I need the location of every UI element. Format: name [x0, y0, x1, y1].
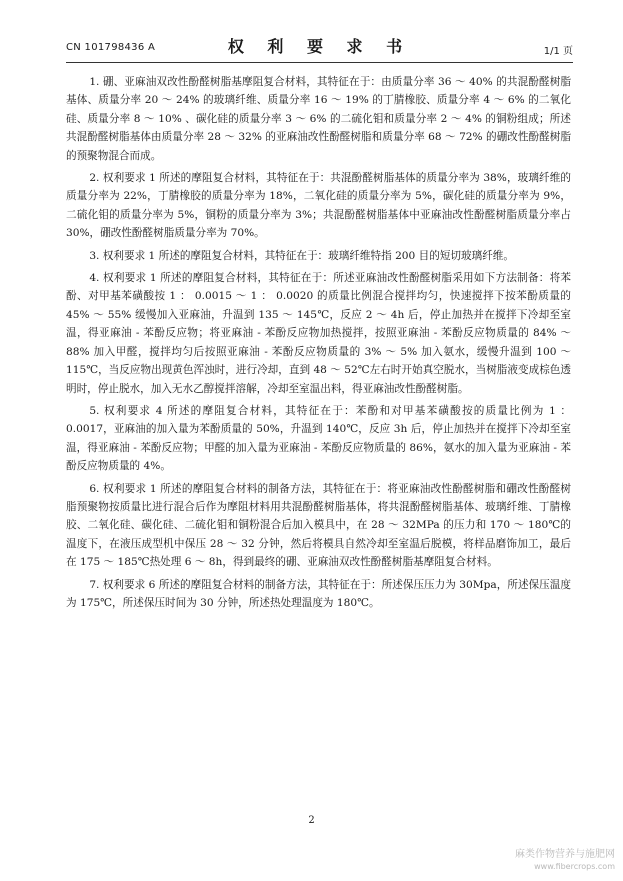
page-title: 权 利 要 求 书 [227, 37, 412, 56]
claim-2: 2. 权利要求 1 所述的摩阻复合材料，其特征在于：共混酚醛树脂基体的质量分率为 38%，玻璃纤维的质量分率为 22%，丁腈橡胶的质量分率为 18%，二氧化硅的质量分率为 5%，碳化硅的质量分率为 9%，二硫化钼的质量分率为 5%，铜粉的质量分率为 3%；共混酚醛树脂基体中亚麻油改性酚醛树脂质量分率占 30%，硼改性酚醛树脂质量分率为 70%。 [66, 172, 571, 240]
site-watermark [515, 849, 615, 873]
doc-number: CN 101798436 A [66, 42, 156, 53]
claim-5: 5. 权利要求 4 所述的摩阻复合材料，其特征在于：苯酚和对甲基苯磺酸按的质量比例为 1 ： 0.0017，亚麻油的加入量为苯酚质量的 50%，升温到 140℃，反应 3h 后，停止加热并在搅拌下冷却至室温，得亚麻油 - 苯酚反应物；甲醛的加入量为亚麻油 - 苯酚反应物质量的 86%，氨水的加入量为亚麻油 - 苯酚反应物质量的 4%。 [66, 404, 571, 473]
claim-3: 3. 权利要求 1 所述的摩阻复合材料，其特征在于：玻璃纤维特指 200 目的短切玻璃纤维。 [89, 249, 514, 262]
claim-6: 6. 权利要求 1 所述的摩阻复合材料的制备方法，其特征在于：将亚麻油改性酚醛树脂和硼改性酚醛树脂预聚物按质量比进行混合后作为摩阻材料用共混酚醛树脂基体，将共混酚醛树脂基体、玻璃纤维、丁腈橡胶、二氧化硅、碳化硅、二硫化钼和铜粉混合后加入模具中，在 28 ～ 32MPa 的压力和 170 ～ 180℃的温度下，在液压成型机中保压 28 ～ 32 分钟，然后将模具自然冷却至室温后脱模，将样品磨饰加工，最后在 175 ～ 185℃热处理 6 ～ 8h，得到最终的硼、亚麻油双改性酚醛树脂基摩阻复合材料。 [66, 482, 571, 569]
page-number: 2 [308, 815, 315, 826]
claim-7: 7. 权利要求 6 所述的摩阻复合材料的制备方法，其特征在于：所述保压压力为 30Mpa，所述保压温度为 175℃，所述保压时间为 30 分钟，所述热处理温度为 180℃。 [66, 578, 571, 609]
header-rule [66, 62, 573, 63]
claim-1: 1. 硼、亚麻油双改性酚醛树脂基摩阻复合材料，其特征在于：由质量分率 36 ～ 40% 的共混酚醛树脂基体、质量分率 20 ～ 24% 的玻璃纤维、质量分率 16 ～ 19% 的丁腈橡胶、质量分率 4 ～ 6% 的二氧化硅、质量分率 8 ～ 10% 、碳化硅的质量分率 3 ～ 6% 的二硫化钼和质量分率 2 ～ 4% 的铜粉组成；所述共混酚醛树脂基体由质量分率 28 ～ 32% 的亚麻油改性酚醛树脂和质量分率 68 ～ 72% 的硼改性酚醛树脂的预聚物混合而成。 [66, 76, 571, 162]
page-info: 1/1 页 [543, 46, 573, 57]
claim-4: 4. 权利要求 1 所述的摩阻复合材料，其特征在于：所述亚麻油改性酚醛树脂采用如下方法制备：将苯酚、对甲基苯磺酸按 1 ： 0.0015 ～ 1 ： 0.0020 的质量比例混合搅拌均匀，快速搅拌下按苯酚质量的 45% ～ 55% 缓慢加入亚麻油，升温到 135 ～ 145℃，反应 2 ～ 4h 后，停止加热并在搅拌下冷却至室温，得亚麻油 - 苯酚反应物；将亚麻油 - 苯酚反应物加热搅拌，按照亚麻油 - 苯酚反应物质量的 84% ～ 88% 加入甲醛，搅拌均匀后按照亚麻油 - 苯酚反应物质量的 3% ～ 5% 加入氨水，缓慢升温到 100 ～ 115℃，当反应物出现黄色浑浊时，进行冷却，直到 48 ～ 52℃左右时开始真空脱水，当树脂液变成棕色透明时，停止脱水，加入无水乙醇搅拌溶解，冷却至室温出料，得亚麻油改性酚醛树脂。 [66, 272, 571, 395]
page-header [66, 34, 573, 58]
claims-body [66, 73, 571, 616]
watermark-site-name: 麻类作物营养与施肥网 [515, 849, 615, 860]
watermark-site-url: www.fibercrops.com [534, 862, 615, 871]
